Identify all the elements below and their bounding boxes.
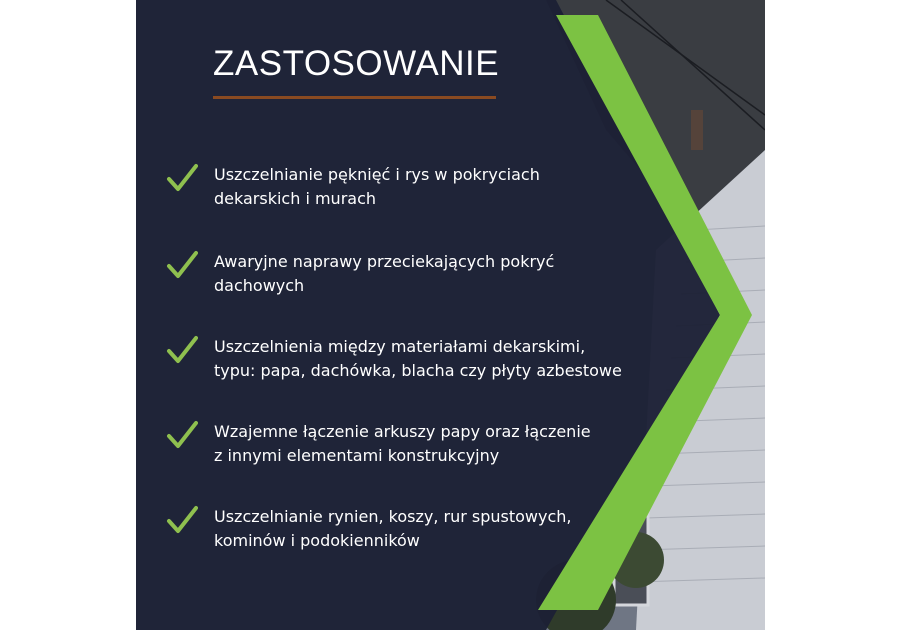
- list-item-text: [214, 250, 634, 298]
- list-item-text: [214, 505, 634, 553]
- list-item-line: typu: papa, dachówka, blacha czy płyty azbestowe: [214, 361, 622, 380]
- list-item-line: Uszczelnianie pęknięć i rys w pokryciach: [214, 165, 540, 184]
- list-item-line: Uszczelnianie rynien, koszy, rur spustowych,: [214, 507, 572, 526]
- list-item-line: Awaryjne naprawy przeciekających pokryć: [214, 252, 555, 271]
- list-item-line: dachowych: [214, 276, 305, 295]
- list-item-line: z innymi elementami konstrukcyjny: [214, 446, 500, 465]
- checkmark-icon: [166, 163, 198, 193]
- checkmark-icon: [166, 335, 198, 365]
- roof-vent: [691, 110, 703, 150]
- list-item-line: Wzajemne łączenie arkuszy papy oraz łączenie: [214, 422, 591, 441]
- list-item-line: Uszczelnienia między materiałami dekarskimi,: [214, 337, 586, 356]
- page-title: ZASTOSOWANIE: [213, 44, 500, 83]
- checkmark-icon: [166, 250, 198, 280]
- list-item-text: [214, 420, 634, 468]
- list-item-line: dekarskich i murach: [214, 189, 377, 208]
- list-item-text: [214, 335, 634, 383]
- list-item-line: kominów i podokienników: [214, 531, 420, 550]
- checkmark-icon: [166, 505, 198, 535]
- list-item-text: [214, 163, 634, 211]
- title-underline: [213, 96, 496, 99]
- application-banner: [136, 0, 765, 630]
- checkmark-icon: [166, 420, 198, 450]
